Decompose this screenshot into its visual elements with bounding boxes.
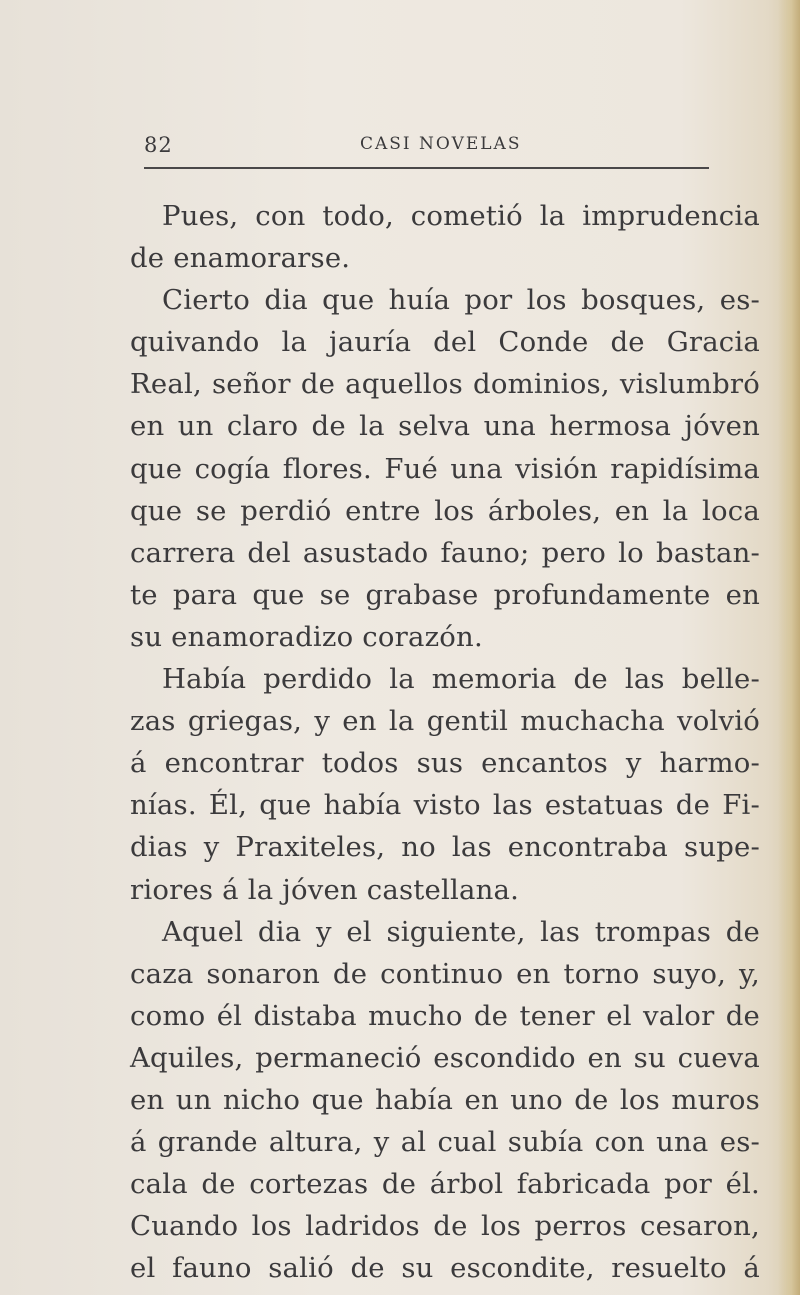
text-line: Cierto dia que huía por los bosques, es- [162,284,760,317]
text-line: te para que se grabase profundamente en [130,578,760,611]
text-line: Aquel dia y el siguiente, las trompas de [162,915,760,948]
text-line: quivando la jauría del Conde de Gracia [130,326,760,359]
text-line: Pues, con todo, cometió la imprudencia [162,200,760,232]
text-line: caza sonaron de continuo en torno suyo, y, [130,957,760,990]
body-text [130,195,760,1289]
text-line: carrera del asustado fauno; pero lo bastan- [130,536,760,569]
text-line: riores á la jóven castellana. [130,873,520,906]
text-line: que se perdió entre los árboles, en la loca [130,494,760,527]
text-line: que cogía flores. Fué una visión rapidísima [130,452,760,485]
page-number: 82 [144,133,173,157]
text-line: su enamoradizo corazón. [130,620,483,653]
text-line: zas griegas, y en la gentil muchacha volvió [130,705,760,738]
text-line: como él distaba mucho de tener el valor de [130,999,760,1032]
text-line: Cuando los ladridos de los perros cesaron, [130,1210,760,1243]
text-line: á grande altura, y al cual subía con una es- [130,1126,760,1159]
text-line: Real, señor de aquellos dominios, vislumbró [130,368,760,401]
text-line: dias y Praxiteles, no las encontraba supe- [130,831,760,864]
running-title: CASI NOVELAS [360,134,522,154]
header-rule [144,167,709,169]
text-line: cala de cortezas de árbol fabricada por él. [130,1168,760,1201]
text-line: á encontrar todos sus encantos y harmo- [130,747,760,780]
text-line: de enamorarse. [130,242,351,275]
text-line: el fauno salió de su escondite, resuelto á [130,1252,760,1285]
text-line: Aquiles, permaneció escondido en su cueva [130,1041,760,1074]
text-line: en un claro de la selva una hermosa jóven [130,410,760,443]
page-edge-stain [778,0,800,1295]
text-line: nías. Él, que había visto las estatuas de Fi- [130,789,760,822]
text-line: en un nicho que había en uno de los muros [130,1083,760,1116]
text-line: Había perdido la memoria de las belle- [162,663,760,696]
page-header [130,128,760,168]
